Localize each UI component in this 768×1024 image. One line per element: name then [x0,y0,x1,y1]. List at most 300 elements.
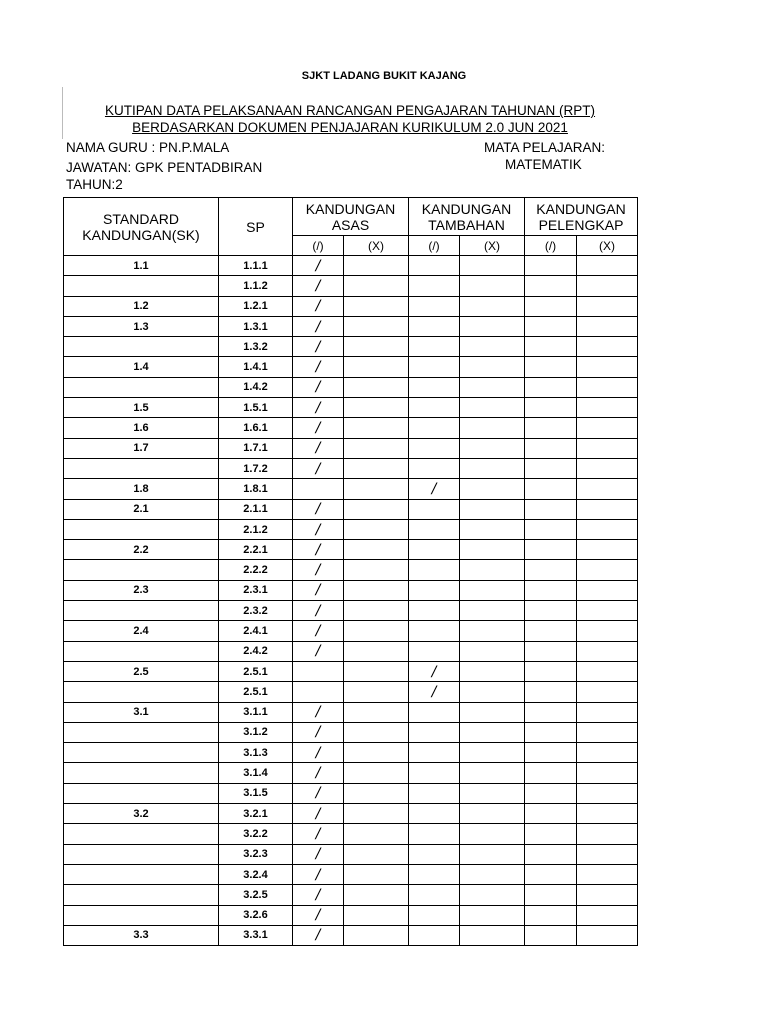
tambahan-yes-cell [409,519,460,539]
pelengkap-no-cell [577,661,638,681]
sp-cell: 2.3.2 [219,601,293,621]
pelengkap-no-cell [577,925,638,945]
sk-cell: 1.7 [64,438,219,458]
pelengkap-yes-cell [525,905,577,925]
tambahan-no-cell [460,540,525,560]
sp-cell: 1.3.2 [219,337,293,357]
tambahan-no-cell [460,418,525,438]
asas-no-cell [344,316,409,336]
pelengkap-yes-header: (/) [525,236,577,256]
asas-no-cell [344,398,409,418]
table-row [64,864,638,884]
pelengkap-yes-cell [525,844,577,864]
sp-cell: 3.2.1 [219,804,293,824]
pelengkap-yes-cell [525,418,577,438]
pelengkap-yes-cell [525,722,577,742]
table-row [64,377,638,397]
asas-no-cell [344,337,409,357]
asas-yes-cell: / [293,276,344,296]
asas-yes-cell: / [293,438,344,458]
asas-no-cell [344,601,409,621]
asas-yes-cell [293,661,344,681]
sk-cell: 1.2 [64,296,219,316]
tambahan-no-cell [460,580,525,600]
pelengkap-yes-cell [525,438,577,458]
pelengkap-yes-cell [525,519,577,539]
tambahan-yes-cell [409,743,460,763]
asas-yes-cell: / [293,722,344,742]
sk-cell [64,682,219,702]
tambahan-no-cell [460,398,525,418]
sp-cell: 2.5.1 [219,661,293,681]
tambahan-yes-cell [409,824,460,844]
asas-no-cell [344,783,409,803]
pelengkap-yes-cell [525,925,577,945]
tambahan-yes-cell [409,337,460,357]
tambahan-yes-cell [409,621,460,641]
sp-cell: 3.3.1 [219,925,293,945]
sp-cell: 1.4.2 [219,377,293,397]
pelengkap-yes-cell [525,540,577,560]
tambahan-yes-cell [409,844,460,864]
sk-cell [64,377,219,397]
tambahan-no-cell [460,682,525,702]
pelengkap-no-cell [577,458,638,478]
table-row [64,885,638,905]
sp-cell: 3.2.3 [219,844,293,864]
pelengkap-no-cell [577,499,638,519]
pelengkap-no-cell [577,438,638,458]
tambahan-yes-header: (/) [409,236,460,256]
tambahan-no-cell [460,864,525,884]
tambahan-yes-cell: / [409,479,460,499]
table-row [64,519,638,539]
sp-cell: 1.3.1 [219,316,293,336]
asas-no-cell [344,864,409,884]
sk-cell [64,844,219,864]
pelengkap-no-cell [577,885,638,905]
tambahan-yes-cell [409,398,460,418]
pelengkap-no-cell [577,682,638,702]
asas-no-cell [344,519,409,539]
pelengkap-yes-cell [525,864,577,884]
pelengkap-yes-cell [525,621,577,641]
pelengkap-no-cell [577,418,638,438]
sp-cell: 2.4.2 [219,641,293,661]
table-row [64,641,638,661]
table-row [64,316,638,336]
subject-value: MATEMATIK [505,157,582,172]
sk-cell [64,276,219,296]
tambahan-no-cell [460,316,525,336]
asas-no-cell [344,621,409,641]
table-row [64,743,638,763]
table-row [64,580,638,600]
tambahan-yes-cell [409,601,460,621]
pelengkap-yes-cell [525,763,577,783]
table-row [64,398,638,418]
asas-yes-cell: / [293,499,344,519]
asas-yes-cell: / [293,377,344,397]
pelengkap-yes-cell [525,702,577,722]
sp-cell: 1.8.1 [219,479,293,499]
tambahan-yes-cell [409,316,460,336]
pelengkap-no-cell [577,824,638,844]
sp-cell: 2.4.1 [219,621,293,641]
asas-yes-header: (/) [293,236,344,256]
pelengkap-no-cell [577,763,638,783]
tambahan-yes-cell [409,540,460,560]
tambahan-yes-cell [409,702,460,722]
sk-cell: 2.2 [64,540,219,560]
asas-yes-cell: / [293,885,344,905]
tambahan-yes-cell [409,276,460,296]
sp-cell: 2.2.1 [219,540,293,560]
sk-cell [64,763,219,783]
sk-cell [64,458,219,478]
sp-cell: 3.1.5 [219,783,293,803]
tambahan-no-cell [460,702,525,722]
asas-yes-cell: / [293,256,344,276]
sk-cell [64,601,219,621]
sk-cell [64,519,219,539]
asas-yes-cell [293,479,344,499]
tambahan-yes-cell [409,357,460,377]
table-row [64,621,638,641]
school-year: TAHUN:2 [66,177,123,192]
table-row [64,844,638,864]
tambahan-yes-cell [409,377,460,397]
asas-no-cell [344,702,409,722]
asas-no-cell [344,804,409,824]
tambahan-no-cell [460,560,525,580]
tambahan-no-cell [460,438,525,458]
pelengkap-yes-cell [525,256,577,276]
asas-no-cell [344,661,409,681]
pelengkap-no-cell [577,804,638,824]
tambahan-no-cell [460,479,525,499]
asas-yes-cell: / [293,337,344,357]
tambahan-no-cell [460,804,525,824]
table-row [64,763,638,783]
sk-cell: 1.4 [64,357,219,377]
table-row [64,925,638,945]
asas-yes-cell: / [293,398,344,418]
pelengkap-no-cell [577,702,638,722]
rpt-data-table [63,197,638,946]
tambahan-no-cell [460,844,525,864]
tambahan-yes-cell [409,641,460,661]
tambahan-no-cell [460,722,525,742]
pelengkap-yes-cell [525,885,577,905]
sp-cell: 3.1.2 [219,722,293,742]
pelengkap-no-cell [577,743,638,763]
asas-no-cell [344,296,409,316]
asas-yes-cell: / [293,905,344,925]
table-row [64,601,638,621]
tambahan-no-cell [460,641,525,661]
pelengkap-no-cell [577,641,638,661]
pelengkap-no-cell [577,519,638,539]
asas-yes-cell: / [293,743,344,763]
pelengkap-yes-cell [525,357,577,377]
asas-yes-cell: / [293,458,344,478]
sp-cell: 2.5.1 [219,682,293,702]
pelengkap-yes-cell [525,479,577,499]
teacher-position: JAWATAN: GPK PENTADBIRAN [66,160,263,175]
pelengkap-no-cell [577,540,638,560]
asas-yes-cell: / [293,580,344,600]
pelengkap-no-cell [577,377,638,397]
tambahan-yes-cell [409,560,460,580]
pelengkap-no-cell [577,864,638,884]
asas-no-cell [344,905,409,925]
sp-cell: 1.4.1 [219,357,293,377]
tambahan-yes-cell [409,438,460,458]
pelengkap-yes-cell [525,499,577,519]
sk-cell: 3.1 [64,702,219,722]
asas-yes-cell: / [293,925,344,945]
sk-cell: 2.5 [64,661,219,681]
tambahan-yes-cell [409,804,460,824]
school-name: SJKT LADANG BUKIT KAJANG [301,70,467,82]
sk-cell: 3.3 [64,925,219,945]
pelengkap-yes-cell [525,743,577,763]
asas-no-cell [344,641,409,661]
tambahan-no-cell [460,519,525,539]
table-row [64,905,638,925]
sk-cell: 2.4 [64,621,219,641]
asas-yes-cell: / [293,824,344,844]
pelengkap-no-cell [577,580,638,600]
asas-no-cell [344,418,409,438]
table-row [64,824,638,844]
asas-yes-cell: / [293,357,344,377]
header-sp: SP [219,198,293,256]
table-row [64,276,638,296]
sk-cell [64,885,219,905]
table-row [64,661,638,681]
sk-cell: 1.5 [64,398,219,418]
tambahan-no-cell [460,458,525,478]
table-row [64,499,638,519]
tambahan-yes-cell [409,925,460,945]
sk-cell [64,743,219,763]
table-row [64,418,638,438]
sp-cell: 2.3.1 [219,580,293,600]
table-row [64,256,638,276]
sp-cell: 1.1.1 [219,256,293,276]
tambahan-yes-cell [409,418,460,438]
asas-yes-cell: / [293,763,344,783]
pelengkap-no-cell [577,337,638,357]
asas-no-cell [344,499,409,519]
sk-cell: 1.8 [64,479,219,499]
tambahan-yes-cell: / [409,682,460,702]
pelengkap-yes-cell [525,398,577,418]
pelengkap-yes-cell [525,276,577,296]
table-row [64,560,638,580]
sk-cell [64,864,219,884]
pelengkap-no-cell [577,722,638,742]
table-row [64,438,638,458]
subject-label: MATA PELAJARAN: [484,140,606,155]
sk-cell [64,337,219,357]
tambahan-yes-cell [409,499,460,519]
sk-cell: 1.3 [64,316,219,336]
sk-cell: 1.1 [64,256,219,276]
table-row [64,804,638,824]
pelengkap-yes-cell [525,316,577,336]
pelengkap-no-cell [577,276,638,296]
tambahan-no-cell [460,601,525,621]
pelengkap-no-cell [577,601,638,621]
pelengkap-yes-cell [525,560,577,580]
pelengkap-yes-cell [525,601,577,621]
tambahan-no-cell [460,925,525,945]
asas-yes-cell: / [293,540,344,560]
asas-no-cell [344,458,409,478]
pelengkap-no-cell [577,316,638,336]
tambahan-yes-cell [409,256,460,276]
asas-yes-cell: / [293,702,344,722]
asas-yes-cell: / [293,783,344,803]
table-row [64,722,638,742]
pelengkap-no-cell [577,844,638,864]
pelengkap-yes-cell [525,641,577,661]
pelengkap-yes-cell [525,337,577,357]
sk-cell: 2.1 [64,499,219,519]
pelengkap-yes-cell [525,804,577,824]
sp-cell: 3.1.4 [219,763,293,783]
sp-cell: 2.1.2 [219,519,293,539]
tambahan-no-cell [460,377,525,397]
tambahan-no-cell [460,296,525,316]
tambahan-yes-cell [409,783,460,803]
asas-yes-cell: / [293,641,344,661]
header-kandungan-tambahan: KANDUNGAN TAMBAHAN [409,198,525,236]
header-kandungan-pelengkap: KANDUNGAN PELENGKAP [525,198,638,236]
sk-cell [64,641,219,661]
tambahan-no-cell [460,763,525,783]
tambahan-no-cell [460,499,525,519]
table-row [64,479,638,499]
pelengkap-yes-cell [525,824,577,844]
teacher-name: NAMA GURU : PN.P.MALA [66,140,230,155]
tambahan-no-cell [460,276,525,296]
asas-yes-cell: / [293,296,344,316]
tambahan-no-cell [460,885,525,905]
sp-cell: 1.1.2 [219,276,293,296]
table-row [64,296,638,316]
sp-cell: 3.2.6 [219,905,293,925]
sp-cell: 3.2.4 [219,864,293,884]
sk-cell [64,824,219,844]
pelengkap-yes-cell [525,580,577,600]
asas-no-cell [344,743,409,763]
tambahan-yes-cell [409,458,460,478]
asas-no-cell [344,276,409,296]
pelengkap-no-cell [577,905,638,925]
tambahan-yes-cell [409,885,460,905]
sp-cell: 3.1.1 [219,702,293,722]
pelengkap-yes-cell [525,458,577,478]
sk-cell: 2.3 [64,580,219,600]
asas-no-cell [344,438,409,458]
tambahan-yes-cell [409,580,460,600]
pelengkap-no-cell [577,479,638,499]
tambahan-no-cell [460,357,525,377]
asas-no-cell [344,479,409,499]
table-row [64,783,638,803]
asas-no-cell [344,763,409,783]
tambahan-no-cell [460,743,525,763]
table-row [64,357,638,377]
asas-no-cell [344,722,409,742]
table-row [64,702,638,722]
asas-no-header: (X) [344,236,409,256]
tambahan-no-cell [460,905,525,925]
table-row [64,682,638,702]
asas-no-cell [344,885,409,905]
table-row [64,540,638,560]
pelengkap-yes-cell [525,783,577,803]
tambahan-no-cell [460,783,525,803]
asas-no-cell [344,580,409,600]
asas-no-cell [344,357,409,377]
asas-yes-cell [293,682,344,702]
tambahan-yes-cell [409,864,460,884]
tambahan-yes-cell [409,296,460,316]
asas-no-cell [344,256,409,276]
tambahan-yes-cell [409,905,460,925]
sp-cell: 3.2.5 [219,885,293,905]
header-sk: STANDARD KANDUNGAN(SK) [64,198,219,256]
tambahan-no-cell [460,621,525,641]
pelengkap-no-cell [577,621,638,641]
table-body [64,256,638,946]
title-line-1: KUTIPAN DATA PELAKSANAAN RANCANGAN PENGAJARAN TAHUNAN (RPT) [104,103,596,118]
sk-cell [64,905,219,925]
tambahan-yes-cell [409,763,460,783]
pelengkap-no-cell [577,296,638,316]
tambahan-no-cell [460,256,525,276]
sp-cell: 1.5.1 [219,398,293,418]
asas-yes-cell: / [293,844,344,864]
sp-cell: 3.1.3 [219,743,293,763]
pelengkap-yes-cell [525,661,577,681]
asas-no-cell [344,824,409,844]
asas-no-cell [344,560,409,580]
asas-yes-cell: / [293,804,344,824]
asas-no-cell [344,540,409,560]
asas-no-cell [344,377,409,397]
tambahan-no-header: (X) [460,236,525,256]
tambahan-yes-cell [409,722,460,742]
sp-cell: 2.1.1 [219,499,293,519]
asas-no-cell [344,844,409,864]
sp-cell: 1.7.2 [219,458,293,478]
pelengkap-yes-cell [525,377,577,397]
pelengkap-yes-cell [525,682,577,702]
asas-yes-cell: / [293,418,344,438]
asas-yes-cell: / [293,621,344,641]
asas-yes-cell: / [293,864,344,884]
asas-yes-cell: / [293,601,344,621]
sk-cell [64,722,219,742]
sp-cell: 2.2.2 [219,560,293,580]
pelengkap-no-cell [577,560,638,580]
